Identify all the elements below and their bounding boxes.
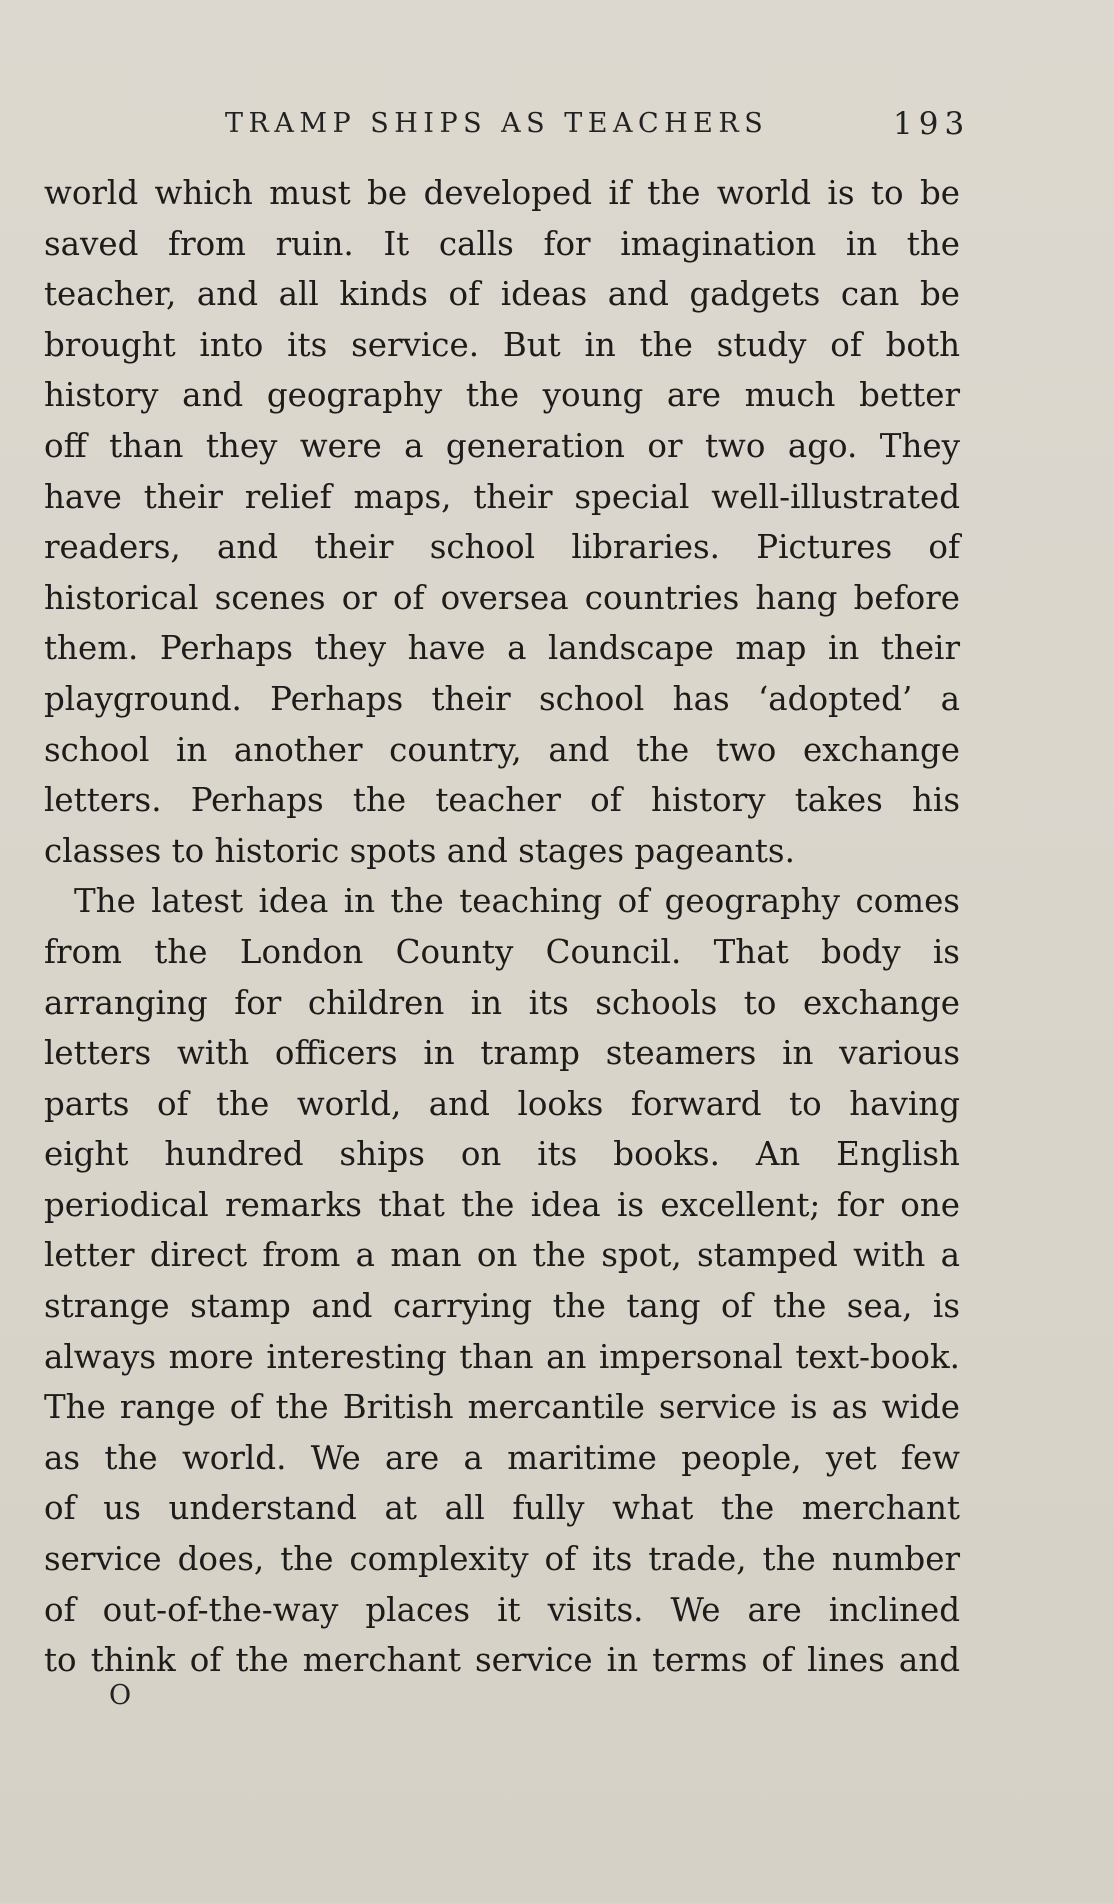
text-line: off than they were a generation or two ago. They [44, 426, 960, 465]
page-number: 193 [893, 106, 971, 142]
text-line: eight hundred ships on its books. An English [44, 1135, 960, 1174]
text-line: readers, and their school libraries. Pictures of [44, 528, 960, 567]
text-line: strange stamp and carrying the tang of the sea, is [44, 1287, 960, 1326]
text-line: of out-of-the-way places it visits. We are inclined [44, 1590, 960, 1629]
text-line: always more interesting than an impersonal text-book. [44, 1337, 960, 1376]
text-line: from the London County Council. That body is [44, 932, 960, 971]
text-line: parts of the world, and looks forward to having [44, 1084, 960, 1123]
text-line: service does, the complexity of its trade, the number [44, 1540, 960, 1579]
text-line: of us understand at all fully what the merchant [44, 1489, 960, 1528]
text-line: to think of the merchant service in terms of lines and [44, 1641, 960, 1680]
text-line: as the world. We are a maritime people, yet few [44, 1438, 960, 1477]
text-line: letters with officers in tramp steamers in various [44, 1034, 960, 1073]
running-head: TRAMP SHIPS AS TEACHERS [225, 108, 769, 139]
text-line: classes to historic spots and stages pageants. [44, 831, 795, 870]
text-line: history and geography the young are much better [44, 376, 960, 415]
body-text [44, 168, 960, 1686]
text-line: teacher, and all kinds of ideas and gadgets can be [44, 275, 960, 314]
text-line: school in another country, and the two exchange [44, 730, 960, 769]
text-line: letter direct from a man on the spot, stamped with a [44, 1236, 960, 1275]
text-line: historical scenes or of oversea countries hang before [44, 578, 960, 617]
text-line: them. Perhaps they have a landscape map in their [44, 629, 960, 668]
paragraph-start-line: The latest idea in the teaching of geography comes [74, 882, 960, 921]
text-line: have their relief maps, their special well-illustrated [44, 477, 960, 516]
text-line: letters. Perhaps the teacher of history takes his [44, 781, 960, 820]
text-line: periodical remarks that the idea is excellent; for one [44, 1185, 960, 1224]
text-line: arranging for children in its schools to exchange [44, 983, 960, 1022]
text-line: playground. Perhaps their school has ‘adopted’ a [44, 679, 960, 718]
text-line: The range of the British mercantile service is as wide [44, 1388, 960, 1427]
signature-mark: O [109, 1680, 132, 1711]
text-line: brought into its service. But in the study of both [44, 325, 960, 364]
text-line: world which must be developed if the world is to be [44, 174, 960, 212]
text-line: saved from ruin. It calls for imagination in the [44, 224, 960, 263]
